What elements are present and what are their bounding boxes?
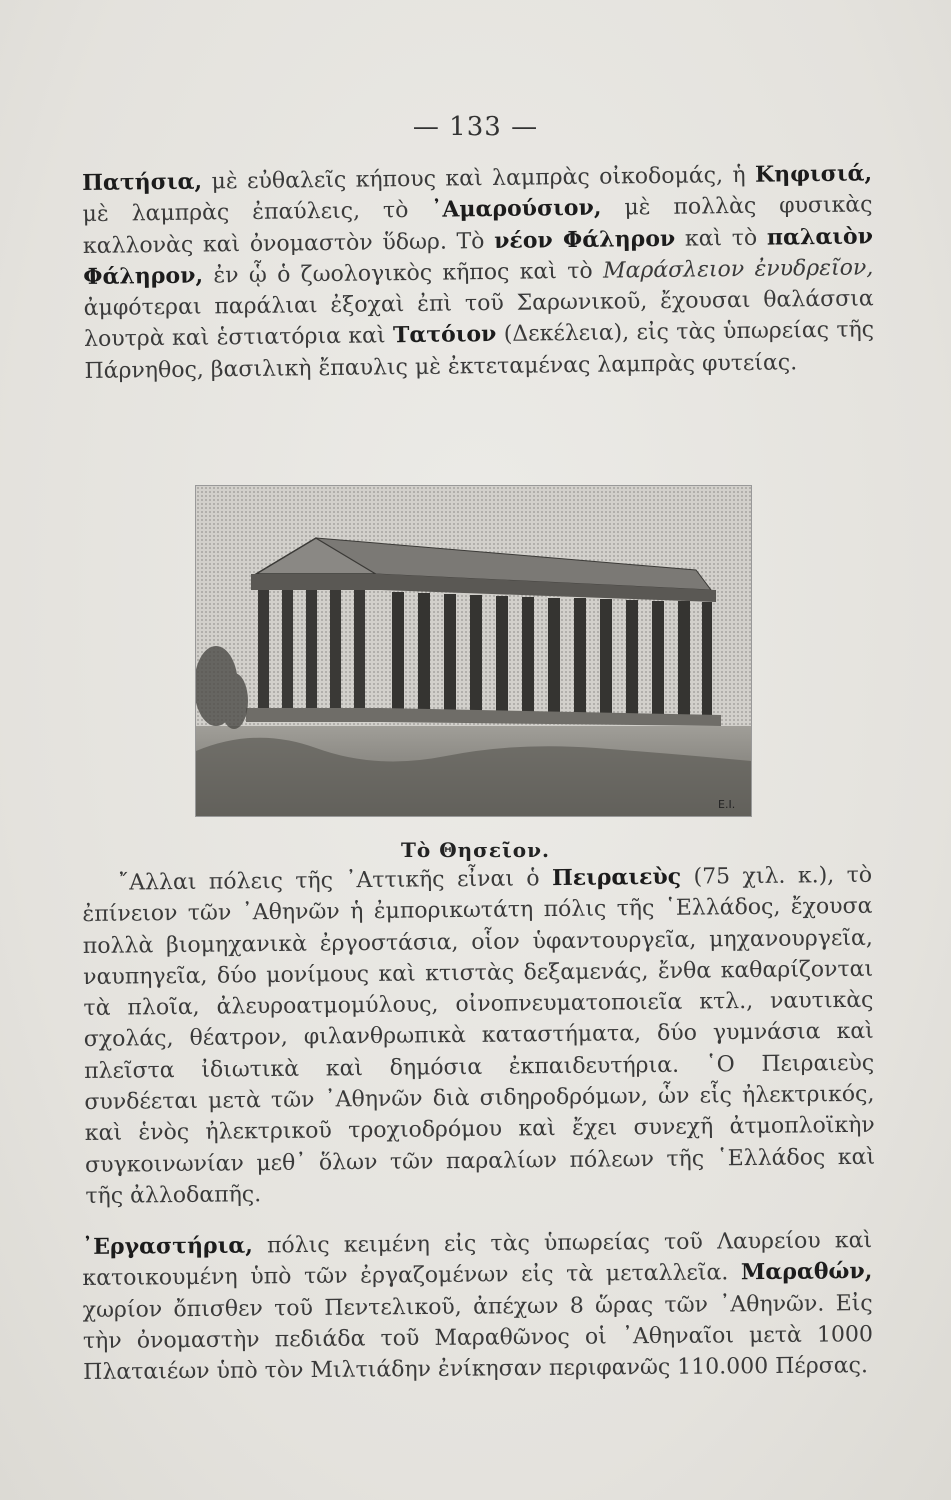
- text-run: καὶ τὸ: [675, 225, 768, 252]
- temple-engraving: [196, 486, 751, 816]
- italic-name: Μαράσλειον ἐνυδρεῖον,: [602, 255, 874, 284]
- text-run: ἀμφότεραι παράλιαι ἐξοχαὶ ἐπὶ τοῦ Σαρωνικοῦ, ἔχουσαι θαλάσσια λουτρὰ καὶ ἑστιατόρια καὶ: [83, 286, 874, 353]
- paragraph-piraeus: [82, 860, 876, 1213]
- paragraph-attica-suburbs: [82, 158, 875, 387]
- place-name: Τατόιον: [392, 321, 497, 349]
- place-name: Πειραιεὺς: [551, 863, 682, 892]
- place-name: Κηφισιά,: [754, 160, 873, 188]
- paragraph-ergastiria-marathon: [82, 1225, 873, 1388]
- place-name: νέον Φάληρον: [493, 225, 676, 254]
- text-run: ἐν ᾧ ὁ ζωολογικὸς κῆπος καὶ τὸ: [202, 258, 604, 289]
- text-run: μὲ λαμπρὰς ἐπαύλεις, τὸ: [82, 198, 432, 228]
- place-name: ᾿Αμαρούσιον,: [431, 194, 602, 224]
- text-run: (75 χιλ. κ.), τὸ ἐπίνειον τῶν ᾿Αθηνῶν ἡ ἐμπορικωτάτη πόλις τῆς ῾Ελλάδος, ἔχουσα πολλὰ βιομηχανικὰ ἐργοστάσια, οἷον ὑφαντουργεῖα, μηχανουργεῖα, ναυπηγεῖα, δύο μονίμους καὶ κτιστὰς δεξαμενάς, ἔνθα καθαρίζονται τὰ πλοῖα, ἀλευροατμομύλους, οἰνοπνευματοποιεῖα κτλ., ναυτικὰς σχολάς, θέατρον, φιλανθρωπικὰ καταστήματα, δύο γυμνάσια καὶ πλεῖστα ἰδιωτικὰ καὶ δημόσια ἐκπαιδευτήρια. ῾Ο Πειραιεὺς συνδέεται μετὰ τῶν ᾿Αθηνῶν διὰ σιδηροδρόμων, ὧν εἷς ἠλεκτρικός, καὶ ἑνὸς ἠλεκτρικοῦ τροχιοδρόμου καὶ ἔχει συνεχῆ ἀτμοπλοϊκὴν συγκοινωνίαν μεθ᾿ ὅλων τῶν παραλίων πόλεων τῆς ῾Ελλάδος καὶ τῆς ἀλλοδαπῆς.: [82, 862, 876, 1209]
- page-number: — 133 —: [412, 112, 539, 142]
- text-run: μὲ πολλὰς φυσικὰς καλλονὰς καὶ ὀνομαστὸν ὕδωρ. Τὸ: [82, 192, 873, 259]
- text-run: (Δεκέλεια), εἰς τὰς ὑπωρείας τῆς Πάρνηθος, βασιλικὴ ἔπαυλις μὲ ἐκτεταμένας λαμπρὰς φυτείας.: [84, 317, 875, 384]
- place-name: ᾿Εργαστήρια,: [82, 1232, 253, 1260]
- text-run: ῎Αλλαι πόλεις τῆς ᾿Αττικῆς εἶναι ὁ: [118, 866, 553, 896]
- theseion-photograph: [195, 485, 752, 817]
- figure-caption: Τὸ Θησεῖον.: [401, 838, 550, 862]
- engraver-mark: Ε.Ι.: [718, 798, 736, 811]
- place-name: Πατήσια,: [82, 168, 203, 196]
- text-run: μὲ εὐθαλεῖς κήπους καὶ λαμπρὰς οἰκοδομάς, ἡ: [201, 162, 756, 195]
- text-run: πόλις κειμένη εἰς τὰς ὑπωρείας τοῦ Λαυρείου καὶ κατοικουμένη ὑπὸ τῶν ἐργαζομένων εἰς τὰ μεταλλεῖα.: [82, 1228, 873, 1292]
- text-run: χωρίον ὄπισθεν τοῦ Πεντελικοῦ, ἀπέχων 8 ὥρας τῶν ᾿Αθηνῶν. Εἰς τὴν ὀνομαστὴν πεδιάδα τοῦ Μαραθῶνος οἱ ᾿Αθηναῖοι μετὰ 1000 Πλαταιέων ὑπὸ τὸν Μιλτιάδην ἐνίκησαν περιφανῶς 110.000 Πέρσας.: [82, 1290, 874, 1386]
- place-name: παλαιὸν Φάληρον,: [83, 222, 874, 290]
- place-name: Μαραθών,: [740, 1258, 873, 1286]
